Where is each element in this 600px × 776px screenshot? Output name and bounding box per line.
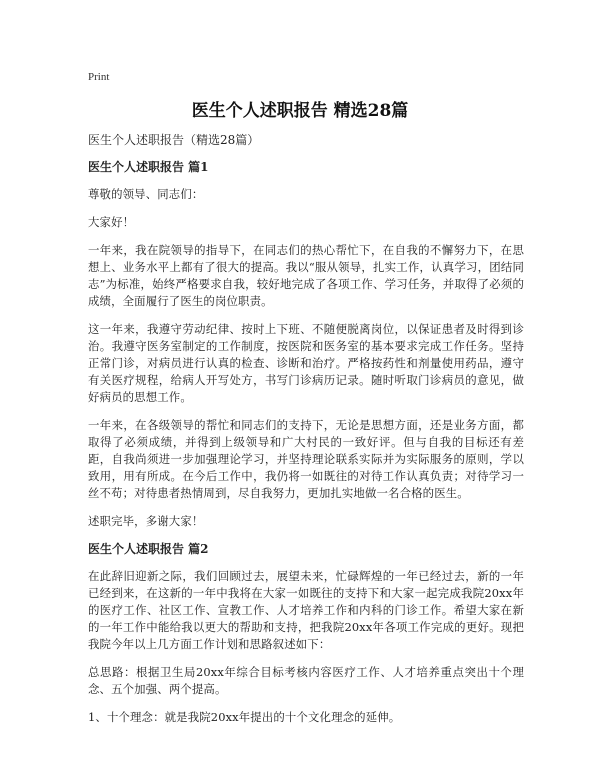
document-subtitle: 医生个人述职报告（精选28篇） bbox=[88, 133, 260, 147]
document-body bbox=[88, 159, 524, 737]
paragraph: 一年来，我在院领导的指导下，在同志们的热心帮忙下，在自我的不懈努力下，在思想上、业务水平上都有了很大的提高。我以“服从领导，扎实工作，认真学习，团结同志”为标准，始终严格要求自我，较好地完成了各项工作、学习任务，并取得了必须的成绩，全面履行了医生的岗位职责。 bbox=[88, 243, 524, 308]
paragraph: 这一年来，我遵守劳动纪律、按时上下班、不随便脱离岗位，以保证患者及时得到诊治。我遵守医务室制定的工作制度，按医院和医务室的基本要求完成工作任务。坚持正常门诊，对病员进行认真的检查、诊断和治疗。严格按药性和剂量使用药品，遵守有关医疗规程，给病人开写处方，书写门诊病历记录。随时听取门诊病员的意见，做好病员的思想工作。 bbox=[88, 322, 524, 404]
section-2 bbox=[88, 541, 524, 726]
salutation: 尊敬的领导、同志们： bbox=[88, 187, 204, 201]
greeting: 大家好！ bbox=[88, 215, 135, 229]
section-heading: 医生个人述职报告 篇1 bbox=[88, 160, 209, 174]
paragraph: 在此辞旧迎新之际，我们回顾过去，展望未来，忙碌辉煌的一年已经过去，新的一年已经到来，在这新的一年中我将在大家一如既往的支持下和大家一起完成我院20xx年的医疗工作、社区工作、宣教工作、人才培养工作和内科的门诊工作。希望大家在新的一年工作中能给我以更大的帮助和支持，把我院20xx年各项工作完成的更好。现把我院今年以上几方面工作计划和思路叙述如下： bbox=[88, 569, 524, 651]
section-1 bbox=[88, 159, 524, 530]
closing: 述职完毕，多谢大家！ bbox=[88, 514, 204, 528]
print-link[interactable]: Print bbox=[88, 71, 110, 83]
paragraph: 一年来，在各级领导的帮忙和同志们的支持下，无论是思想方面，还是业务方面，都取得了必须成绩，并得到上级领导和广大村民的一致好评。但与自我的目标还有差距，自我尚须进一步加强理论学习，并坚持理论联系实际并为实际服务的原则，学以致用，用有所成。在今后工作中，我仍将一如既往的对待工作认真负责；对待学习一丝不苟；对待患者热情周到，尽自我努力，更加扎实地做一名合格的医生。 bbox=[88, 418, 524, 500]
section-heading: 医生个人述职报告 篇2 bbox=[88, 542, 209, 556]
page-title: 医生个人述职报告 精选28篇 bbox=[191, 101, 409, 121]
paragraph: 1、十个理念：就是我院20xx年提出的十个文化理念的延伸。 bbox=[88, 710, 401, 724]
paragraph: 总思路：根据卫生局20xx年综合目标考核内容医疗工作、人才培养重点突出十个理念、五个加强、两个提高。 bbox=[88, 665, 524, 696]
